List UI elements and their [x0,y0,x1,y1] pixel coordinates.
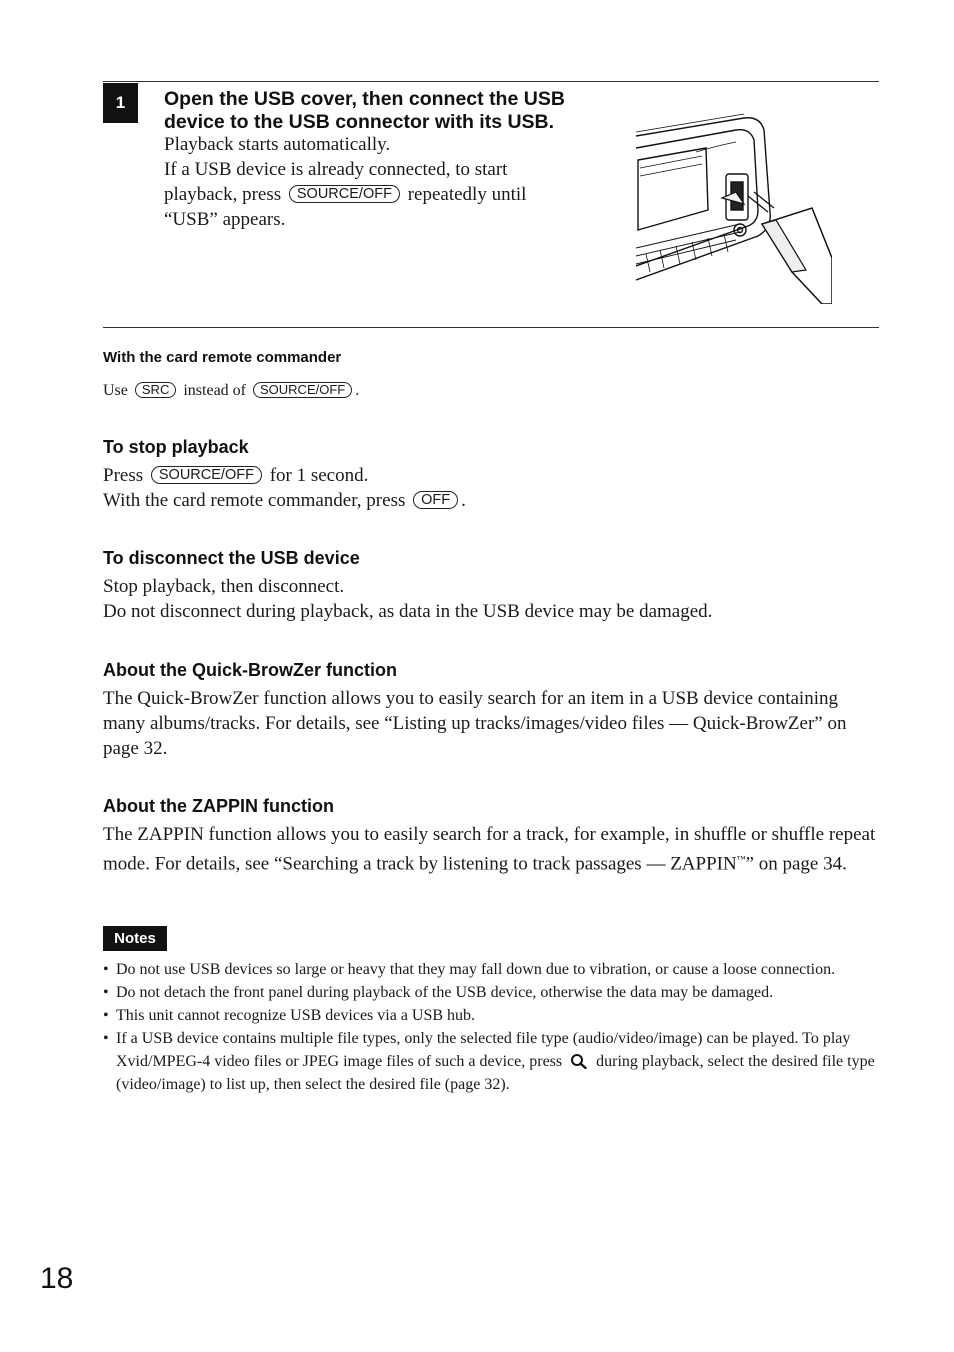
disconnect-line-2: Do not disconnect during playback, as data in the USB device may be damaged. [103,601,713,622]
quick-browzer-body: The Quick-BrowZer function allows you to easily search for an item in a USB device containing many albums/tracks. For details, see “Listing up tracks/images/video files — Quick-BrowZer” on page 32. [103,688,847,759]
note-item [103,1027,879,1096]
src-key: SRC [135,382,176,398]
zappin-heading: About the ZAPPIN function [103,796,334,816]
note-item: • This unit cannot recognize USB devices via a USB hub. [103,1004,879,1027]
card-remote-end: . [355,382,360,399]
quick-browzer-heading: About the Quick-BrowZer function [103,660,397,680]
step-number: 1 [103,83,138,123]
source-off-key-2: SOURCE/OFF [253,382,352,398]
step-line-2 [164,157,584,232]
step-bottom-rule [103,327,879,328]
card-remote-heading: With the card remote commander [103,349,342,366]
zappin-body-start: The ZAPPIN function allows you to easily search for a track, for example, in shuffle or shuffle repeat mode. For details, see “Searching a track by listening to track passages — ZAPPIN [103,824,876,875]
disconnect-heading: To disconnect the USB device [103,548,360,568]
stop-playback-heading: To stop playback [103,437,249,457]
stop-end: . [461,490,466,511]
card-remote-use: Use [103,382,128,399]
step-line-1: Playback starts automatically. [164,134,391,155]
card-remote-instead: instead of [183,382,246,399]
stop-press: Press [103,465,144,486]
trademark-mark: ™ [736,854,746,864]
source-off-key-3: SOURCE/OFF [151,466,262,484]
source-off-key: SOURCE/OFF [289,185,400,203]
step-body [164,132,614,232]
card-remote-body [103,380,879,402]
usb-connection-illustration [636,112,832,304]
note-item: • Do not detach the front panel during playback of the USB device, otherwise the data may be damaged. [103,981,879,1004]
disconnect-body [103,574,879,624]
step-line-2-text: If a USB device is already connected, to start playback, press [164,159,508,205]
note-4-start: If a USB device contains multiple file types, only the selected file type (audio/video/image) can be played. To play Xvid/MPEG-4 video files or JPEG image files of such a device, press [116,1030,851,1070]
stop-playback-body [103,463,879,513]
top-rule [103,81,879,82]
disconnect-line-1: Stop playback, then disconnect. [103,576,345,597]
stop-line-2 [103,488,879,513]
stop-line-1 [103,463,879,488]
note-item: • Do not use USB devices so large or heavy that they may fall down due to vibration, or cause a loose connection. [103,958,879,981]
note-4-end: during playback, select the desired file type (video/image) to list up, then select the desired file (page 32). [116,1053,875,1093]
notes-list [103,958,879,1096]
step-line-2-end: repeatedly until “USB” appears. [164,184,527,230]
off-key: OFF [413,491,458,509]
zappin-body [103,822,879,876]
page-number: 18 [40,1262,74,1295]
step-title: Open the USB cover, then connect the USB device to the USB connector with its USB. [164,88,565,133]
zappin-body-end: ” on page 34. [745,853,847,875]
magnifier-icon [570,1053,588,1069]
stop-for-second: for 1 second. [269,465,369,486]
stop-line-2-text: With the card remote commander, press [103,490,406,511]
notes-badge: Notes [103,926,167,951]
